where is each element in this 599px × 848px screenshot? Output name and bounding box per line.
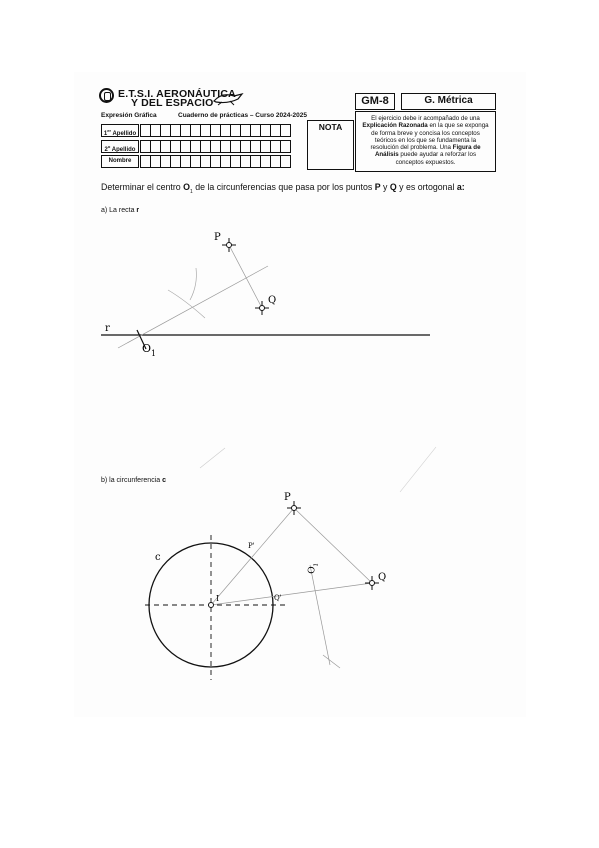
arc-construction-a2 (190, 268, 196, 300)
org-name-line1: E.T.S.I. AERONÁUTICA (118, 88, 236, 100)
part-a-heading: a) La recta r (101, 207, 140, 214)
faint-line-1 (200, 448, 225, 468)
part-b-heading: b) la circunferencia c (101, 477, 166, 484)
point-p-a (222, 238, 236, 252)
label-o1-a: $O_1$ (142, 342, 157, 358)
arc-construction-a (168, 290, 205, 318)
subject-label: Expresión Gráfica (101, 112, 157, 119)
label-c: c (155, 552, 161, 563)
segment-pq-a (229, 245, 262, 308)
first-surname-label: 1er Apellido (101, 124, 139, 137)
name-label: Nombre (101, 155, 139, 168)
label-q-b: Q (378, 572, 387, 583)
exercise-code: GM-8 (355, 93, 395, 110)
grade-label: NOTA (318, 122, 343, 132)
problem-statement: Determinar el centro $O_1$ de la circunferencias que pasa por los puntos P y Q y es ortogonal a: (101, 182, 465, 195)
instructions-note: El ejercicio debe ir acompañado de una Explicación Razonada en la que se exponga de forma breve y concisa los conceptos teóricos en los que se fundamenta la resolución del problema. Una Figura de Análisis puede ayudar a reforzar los conceptos expuestos. (355, 111, 496, 172)
part-b-construction (145, 447, 436, 680)
label-o1-b: $O_1$ (307, 562, 320, 575)
label-p-b: P (284, 492, 291, 503)
point-i (209, 603, 214, 608)
point-q-a (255, 301, 269, 315)
label-q-a: Q (268, 295, 277, 306)
label-q-prime: Q' (274, 594, 282, 602)
label-p-a: P (214, 232, 221, 243)
label-r: r (105, 323, 110, 334)
intersection-mark-b (323, 655, 340, 668)
line-i-p (211, 508, 294, 605)
perpendicular-bisector-a (118, 266, 268, 348)
segment-pq-b (294, 508, 372, 583)
line-i-q (211, 583, 372, 605)
label-i: I (216, 594, 220, 603)
faint-line-2 (400, 447, 436, 492)
org-name-line2: Y DEL ESPACIO (131, 97, 214, 109)
radical-axis-b (310, 565, 330, 665)
part-a-construction (101, 232, 430, 358)
second-surname-label: 2$^o$ Apellido (101, 140, 139, 153)
exercise-topic: G. Métrica (401, 93, 496, 110)
label-p-prime: P' (248, 542, 255, 550)
notebook-label: Cuaderno de prácticas – Curso 2024-2025 (178, 112, 307, 119)
